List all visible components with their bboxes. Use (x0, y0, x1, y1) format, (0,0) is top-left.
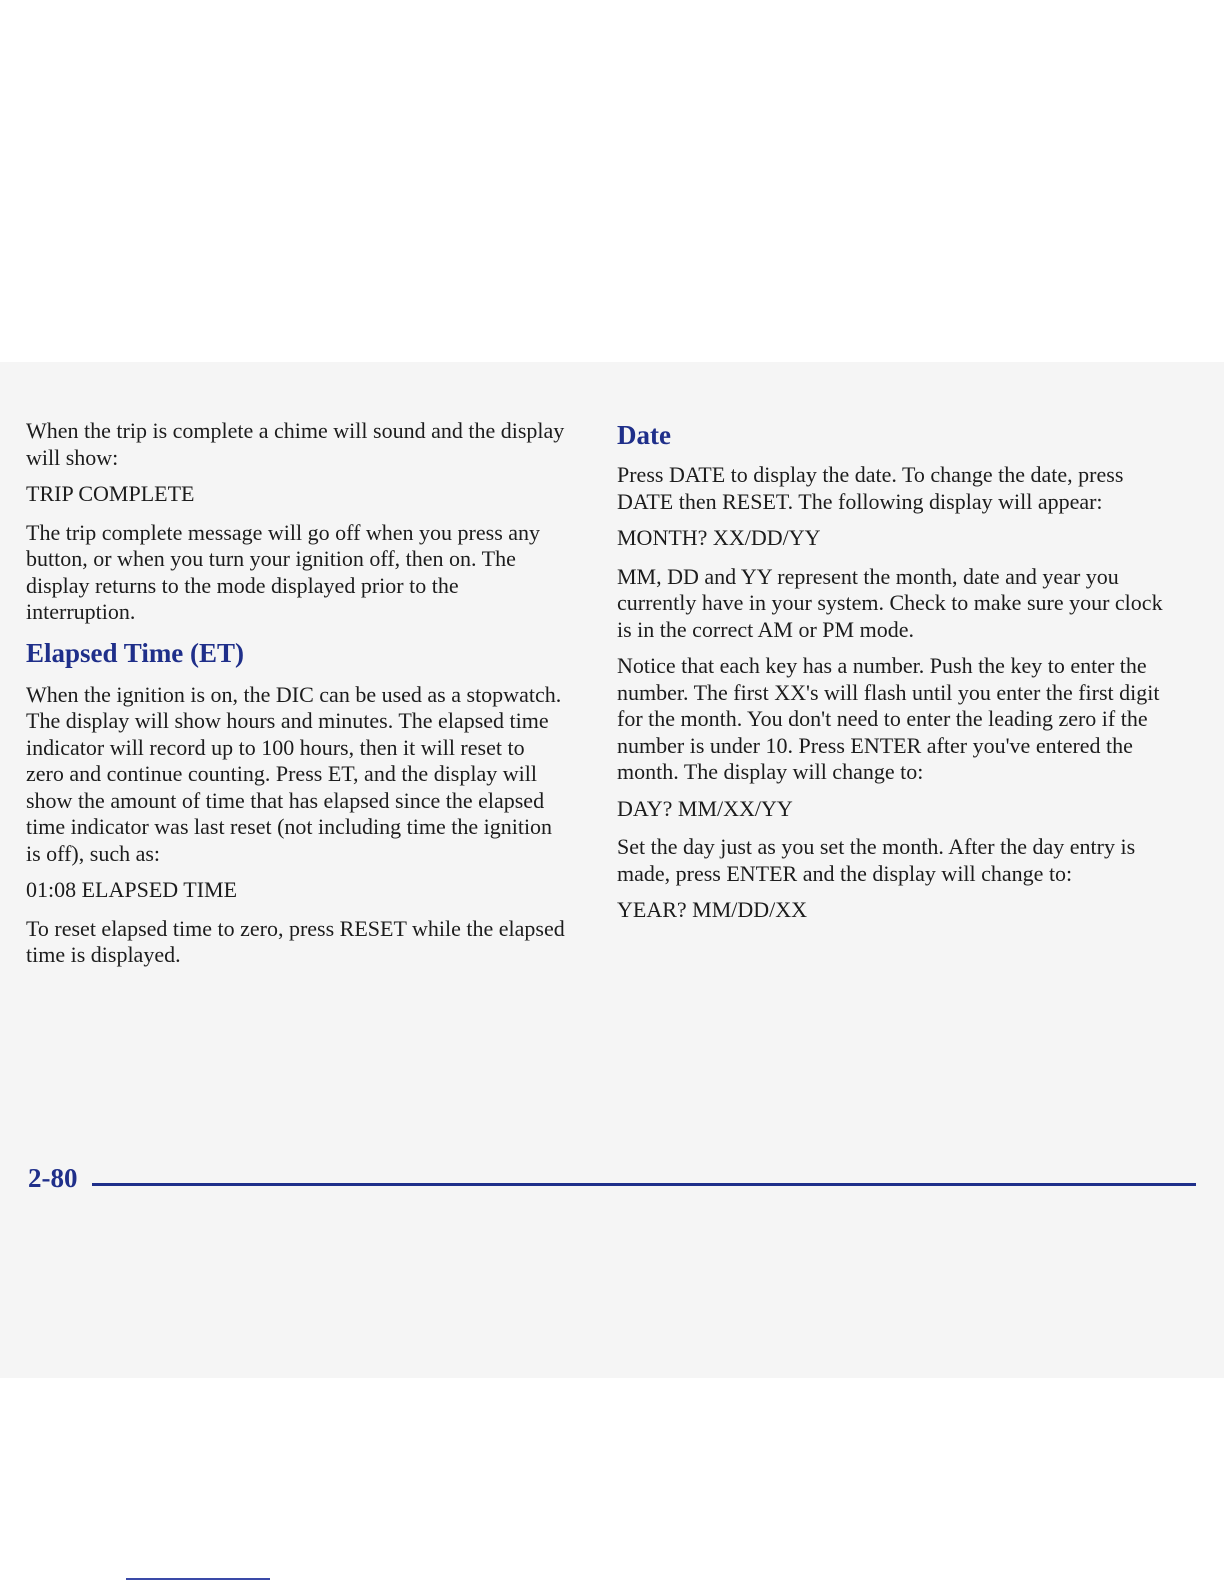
elapsed-time-reset-instructions: To reset elapsed time to zero, press RESET while the elapsed time is displayed. (26, 915, 565, 967)
trip-complete-display: TRIP COMPLETE (26, 481, 195, 506)
month-display: MONTH? XX/DD/YY (617, 525, 821, 550)
date-format-explanation: MM, DD and YY represent the month, date and year you currently have in your system. Check to make sure your clock is in the correct AM or PM mode. (617, 563, 1163, 642)
year-display: YEAR? MM/DD/XX (617, 897, 808, 922)
elapsed-time-display: 01:08 ELAPSED TIME (26, 877, 238, 902)
bottom-edge-rule (126, 1578, 270, 1580)
elapsed-time-heading: Elapsed Time (ET) (26, 637, 245, 668)
elapsed-time-description: When the ignition is on, the DIC can be used as a stopwatch. The display will show hours and minutes. The elapsed time indicator will record up to 100 hours, then it will reset to zero and continue counting. Press ET, and the display will show the amount of time that has elapsed since the elapsed time indicator was last reset (not including time the ignition is off), such as: (26, 681, 562, 866)
date-intro: Press DATE to display the date. To change the date, press DATE then RESET. The following display will appear: (617, 462, 1124, 514)
right-column (617, 418, 1167, 936)
day-display: DAY? MM/XX/YY (617, 795, 793, 821)
left-column (26, 418, 566, 979)
trip-complete-explanation: The trip complete message will go off when you press any button, or when you turn your ignition off, then on. The display returns to the mode displayed prior to the interruption. (26, 519, 541, 624)
day-entry-instructions: Set the day just as you set the month. After the day entry is made, press ENTER and the display will change to: (617, 834, 1136, 886)
date-heading: Date (617, 420, 671, 450)
page-footer (28, 1163, 1170, 1203)
page-number: 2-80 (28, 1163, 78, 1193)
footer-rule (92, 1183, 1196, 1186)
trip-complete-intro: When the trip is complete a chime will sound and the display will show: (26, 418, 565, 470)
month-entry-instructions: Notice that each key has a number. Push the key to enter the number. The first XX's will flash until you enter the first digit for the month. You don't need to enter the leading zero if the number is under 10. Press ENTER after you've entered the month. The display will change to: (617, 653, 1160, 784)
